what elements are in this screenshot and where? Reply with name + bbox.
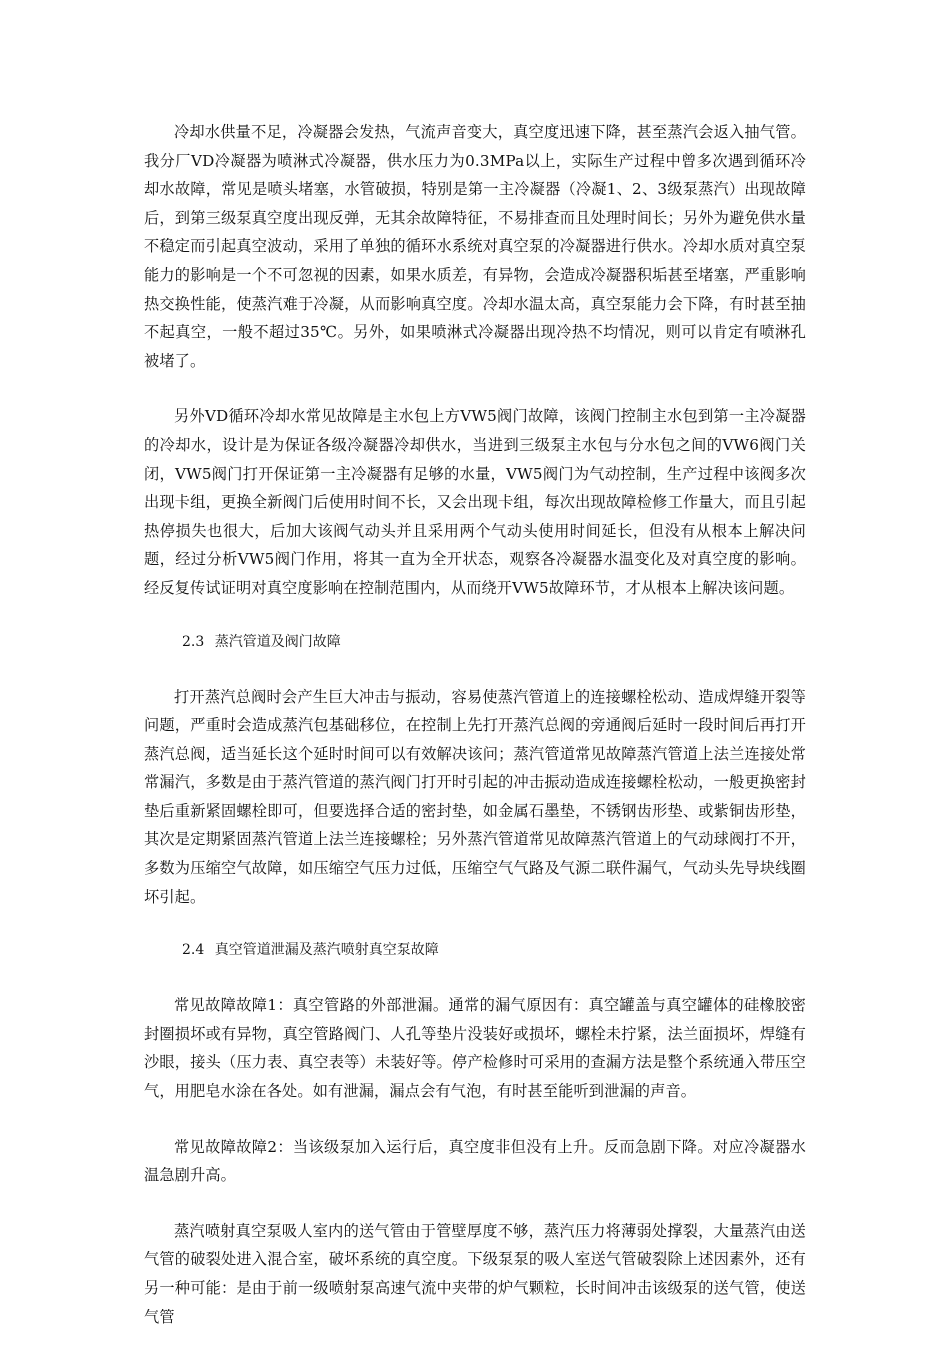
section-number: 2.4 xyxy=(182,942,205,959)
section-title: 真空管道泄漏及蒸汽喷射真空泵故障 xyxy=(214,942,439,959)
paragraph-steam-jet-pump: 蒸汽喷射真空泵吸人室内的送气管由于管壁厚度不够，蒸汽压力将薄弱处撑裂，大量蒸汽由送气管的破裂处进入混合室，破坏系统的真空度。下级泵泵的吸人室送气管破裂除上述因素外，还有另一种可能：是由于前一级喷射泵高速气流中夹带的炉气颗粒，长时间冲击该级泵的送气管，使送气管 xyxy=(144,1221,806,1326)
paragraph-steam-pipe: 打开蒸汽总阀时会产生巨大冲击与振动，容易使蒸汽管道上的连接螺栓松动、造成焊缝开裂等问题，严重时会造成蒸汽包基础移位，在控制上先打开蒸汽总阀的旁通阀后延时一段时间后再打开蒸汽总阀，适当延长这个延时时间可以有效解决该问；蒸汽管道常见故障蒸汽管道上法兰连接处常常漏汽，多数是由于蒸汽管道的蒸汽阀门打开时引起的冲击振动造成连接螺栓松动，一般更换密封垫后重新紧固螺栓即可，但要选择合适的密封垫，如金属石墨垫，不锈钢齿形垫、或紫铜齿形垫，其次是定期紧固蒸汽管道上法兰连接螺栓；另外蒸汽管道常见故障蒸汽管道上的气动球阀打不开，多数为压缩空气故障，如压缩空气压力过低，压缩空气气路及气源二联件漏气，气动头先导块线圈坏引起。 xyxy=(144,687,806,906)
paragraph-cooling-water: 冷却水供量不足，冷凝器会发热，气流声音变大，真空度迅速下降，甚至蒸汽会返入抽气管。我分厂VD冷凝器为喷淋式冷凝器，供水压力为0.3MPa以上，实际生产过程中曾多次遇到循环冷却水故障，常见是喷头堵塞，水管破损，特别是第一主冷凝器（冷凝1、2、3级泵蒸汽）出现故障后，到第三级泵真空度出现反弹，无其余故障特征，不易排查而且处理时间长；另外为避免供水量不稳定而引起真空波动，采用了单独的循环水系统对真空泵的冷凝器进行供水。冷却水质对真空泵能力的影响是一个不可忽视的因素，如果水质差，有异物，会造成冷凝器积垢甚至堵塞，严重影响热交换性能，使蒸汽难于冷凝，从而影响真空度。冷却水温太高，真空泵能力会下降，有时甚至抽不起真空，一般不超过35℃。另外，如果喷淋式冷凝器出现冷热不均情况，则可以肯定有喷淋孔被堵了。 xyxy=(144,123,806,370)
paragraph-fault-2: 常见故障故障2：当该级泵加入运行后，真空度非但没有上升。反而急剧下降。对应冷凝器水温急剧升高。 xyxy=(144,1137,806,1185)
section-heading-2-3 xyxy=(182,630,806,654)
paragraph-fault-1: 常见故障故障1：真空管路的外部泄漏。通常的漏气原因有：真空罐盖与真空罐体的硅橡胶密封圈损坏或有异物，真空管路阀门、人孔等垫片没装好或损坏，螺栓未拧紧，法兰面损坏，焊缝有沙眼，接头（压力表、真空表等）未装好等。停产检修时可采用的查漏方法是整个系统通入带压空气，用肥皂水涂在各处。如有泄漏，漏点会有气泡，有时甚至能听到泄漏的声音。 xyxy=(144,996,806,1101)
section-number: 2.3 xyxy=(182,633,205,650)
paragraph-vw5-valve: 另外VD循环冷却水常见故障是主水包上方VW5阀门故障，该阀门控制主水包到第一主冷凝器的冷却水，设计是为保证各级冷凝器冷却供水，当进到三级泵主水包与分水包之间的VW6阀门关闭，VW5阀门打开保证第一主冷凝器有足够的水量，VW5阀门为气动控制，生产过程中该阀多次出现卡组，更换全新阀门后使用时间不长，又会出现卡组，每次出现故障检修工作量大，而且引起热停损失也很大，后加大该阀气动头并且采用两个气动头使用时间延长，但没有从根本上解决问题，经过分析VW5阀门作用，将其一直为全开状态，观察各冷凝器水温变化及对真空度的影响。经反复传试证明对真空度影响在控制范围内，从而绕开VW5故障环节，才从根本上解决该问题。 xyxy=(144,407,806,597)
section-heading-2-4 xyxy=(182,938,806,962)
section-title: 蒸汽管道及阀门故障 xyxy=(214,633,341,650)
document-page xyxy=(144,118,806,1358)
